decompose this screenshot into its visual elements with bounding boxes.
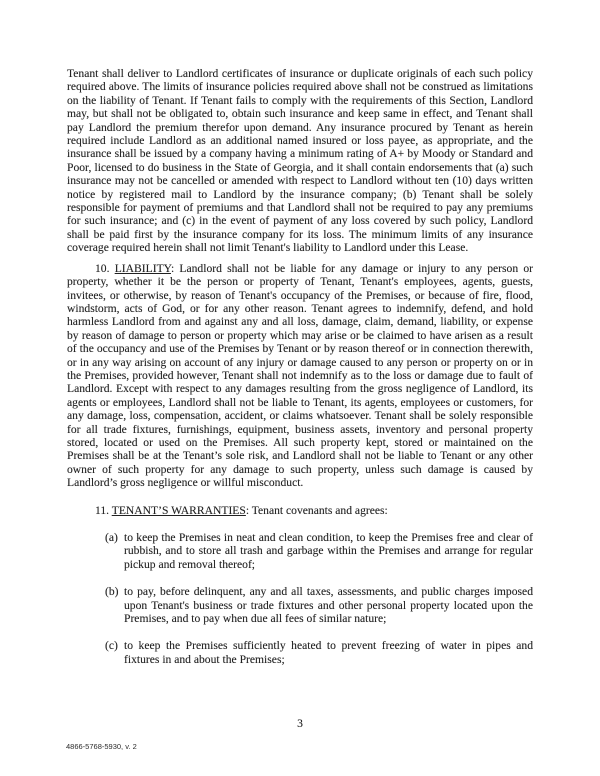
warranty-item-b-marker: (b): [105, 585, 119, 599]
warranty-item-c-marker: (c): [105, 639, 118, 653]
warranty-item-a-text: to keep the Premises in neat and clean condition, to keep the Premises free and clear of rubbish, and to store all trash and garbage within the Premises and arrange for regular pickup and removal thereof;: [124, 531, 533, 571]
warranty-item-b: [67, 585, 533, 625]
section-10-title: LIABILITY: [114, 261, 171, 275]
warranty-item-b-text: to pay, before delinquent, any and all taxes, assessments, and public charges imposed upon Tenant's business or trade fixtures and other personal property located upon the Premises, and to pay when due all fees of similar nature;: [124, 585, 533, 626]
page-number: 3: [297, 717, 303, 730]
section-11-tenants-warranties: [67, 504, 533, 517]
warranty-item-a-marker: (a): [105, 531, 118, 544]
page-content: [67, 67, 533, 666]
section-10-body: : Landlord shall not be liable for any damage or injury to any person or property, whether it be the person or property of Tenant, Tenant's employees, agents, guests, invitees, or otherwise, by reason of Tenant's occupancy of the Premises, or because of fire, flood, windstorm, acts of God, or for any other reason. Tenant agrees to indemnify, defend, and hold harmless Landlord from and against any and all loss, damage, claim, demand, liability, or expense by reason of damage to person or property which may arise or be claimed to have arisen as a result of the occupancy and use of the Premises by Tenant or by reason thereof or in connection therewith, or in any way arising on account of any injury or damage caused to any person or property on or in the Premises, provided however, Tenant shall not indemnify as to the loss or damage due to fault of Landlord. Except with respect to any damages resulting from the gross negligence of Landlord, its agents or employees, Landlord shall not be liable to Tenant, its agents, employees or customers, for any damage, loss, compensation, accident, or claims whatsoever. Tenant shall be solely responsible for all trade fixtures, furnishings, equipment, business assets, inventory and personal property stored, located or used on the Premises. All such property kept, stored or maintained on the Premises shall be at the Tenant’s sole risk, and Landlord shall not be liable to Tenant or any other owner of such property for any damage to such property, unless such damage is caused by Landlord’s gross negligence or willful misconduct.: [67, 261, 534, 490]
section-11-title: TENANT’S WARRANTIES: [111, 503, 246, 517]
warranty-item-c: [67, 639, 533, 666]
document-id: 4866-5768-5930, v. 2: [66, 742, 137, 751]
section-11-number: 11.: [95, 503, 110, 517]
section-10-number: 10.: [95, 261, 110, 275]
section-11-body: : Tenant covenants and agrees:: [245, 503, 388, 517]
warranty-item-a: [67, 531, 533, 571]
warranty-item-c-text: to keep the Premises sufficiently heated to prevent freezing of water in pipes and fixtures in and about the Premises;: [124, 639, 533, 666]
paragraph-insurance-continuation: Tenant shall deliver to Landlord certificates of insurance or duplicate originals of each such policy required above. The limits of insurance policies required above shall not be construed as limitations on the liability of Tenant. If Tenant fails to comply with the requirements of this Section, Landlord may, but shall not be obligated to, obtain such insurance and keep same in effect, and Tenant shall pay Landlord the premium therefor upon demand. Any insurance procured by Tenant as herein required include Landlord as an additional named insured or loss payee, as appropriate, and the insurance shall be issued by a company having a minimum rating of A+ by Moody or Standard and Poor, licensed to do business in the State of Georgia, and it shall contain endorsements that (a) such insurance may not be cancelled or amended with respect to Landlord without ten (10) days written notice by registered mail to Landlord by the insurance company; (b) Tenant shall be solely responsible for payment of premiums and that Landlord shall not be required to pay any premiums for such insurance; and (c) in the event of payment of any loss covered by such policy, Landlord shall be paid first by the insurance company for its loss. The minimum limits of any insurance coverage required herein shall not limit Tenant's liability to Landlord under this Lease.: [67, 67, 533, 255]
section-10-liability: [67, 262, 533, 490]
